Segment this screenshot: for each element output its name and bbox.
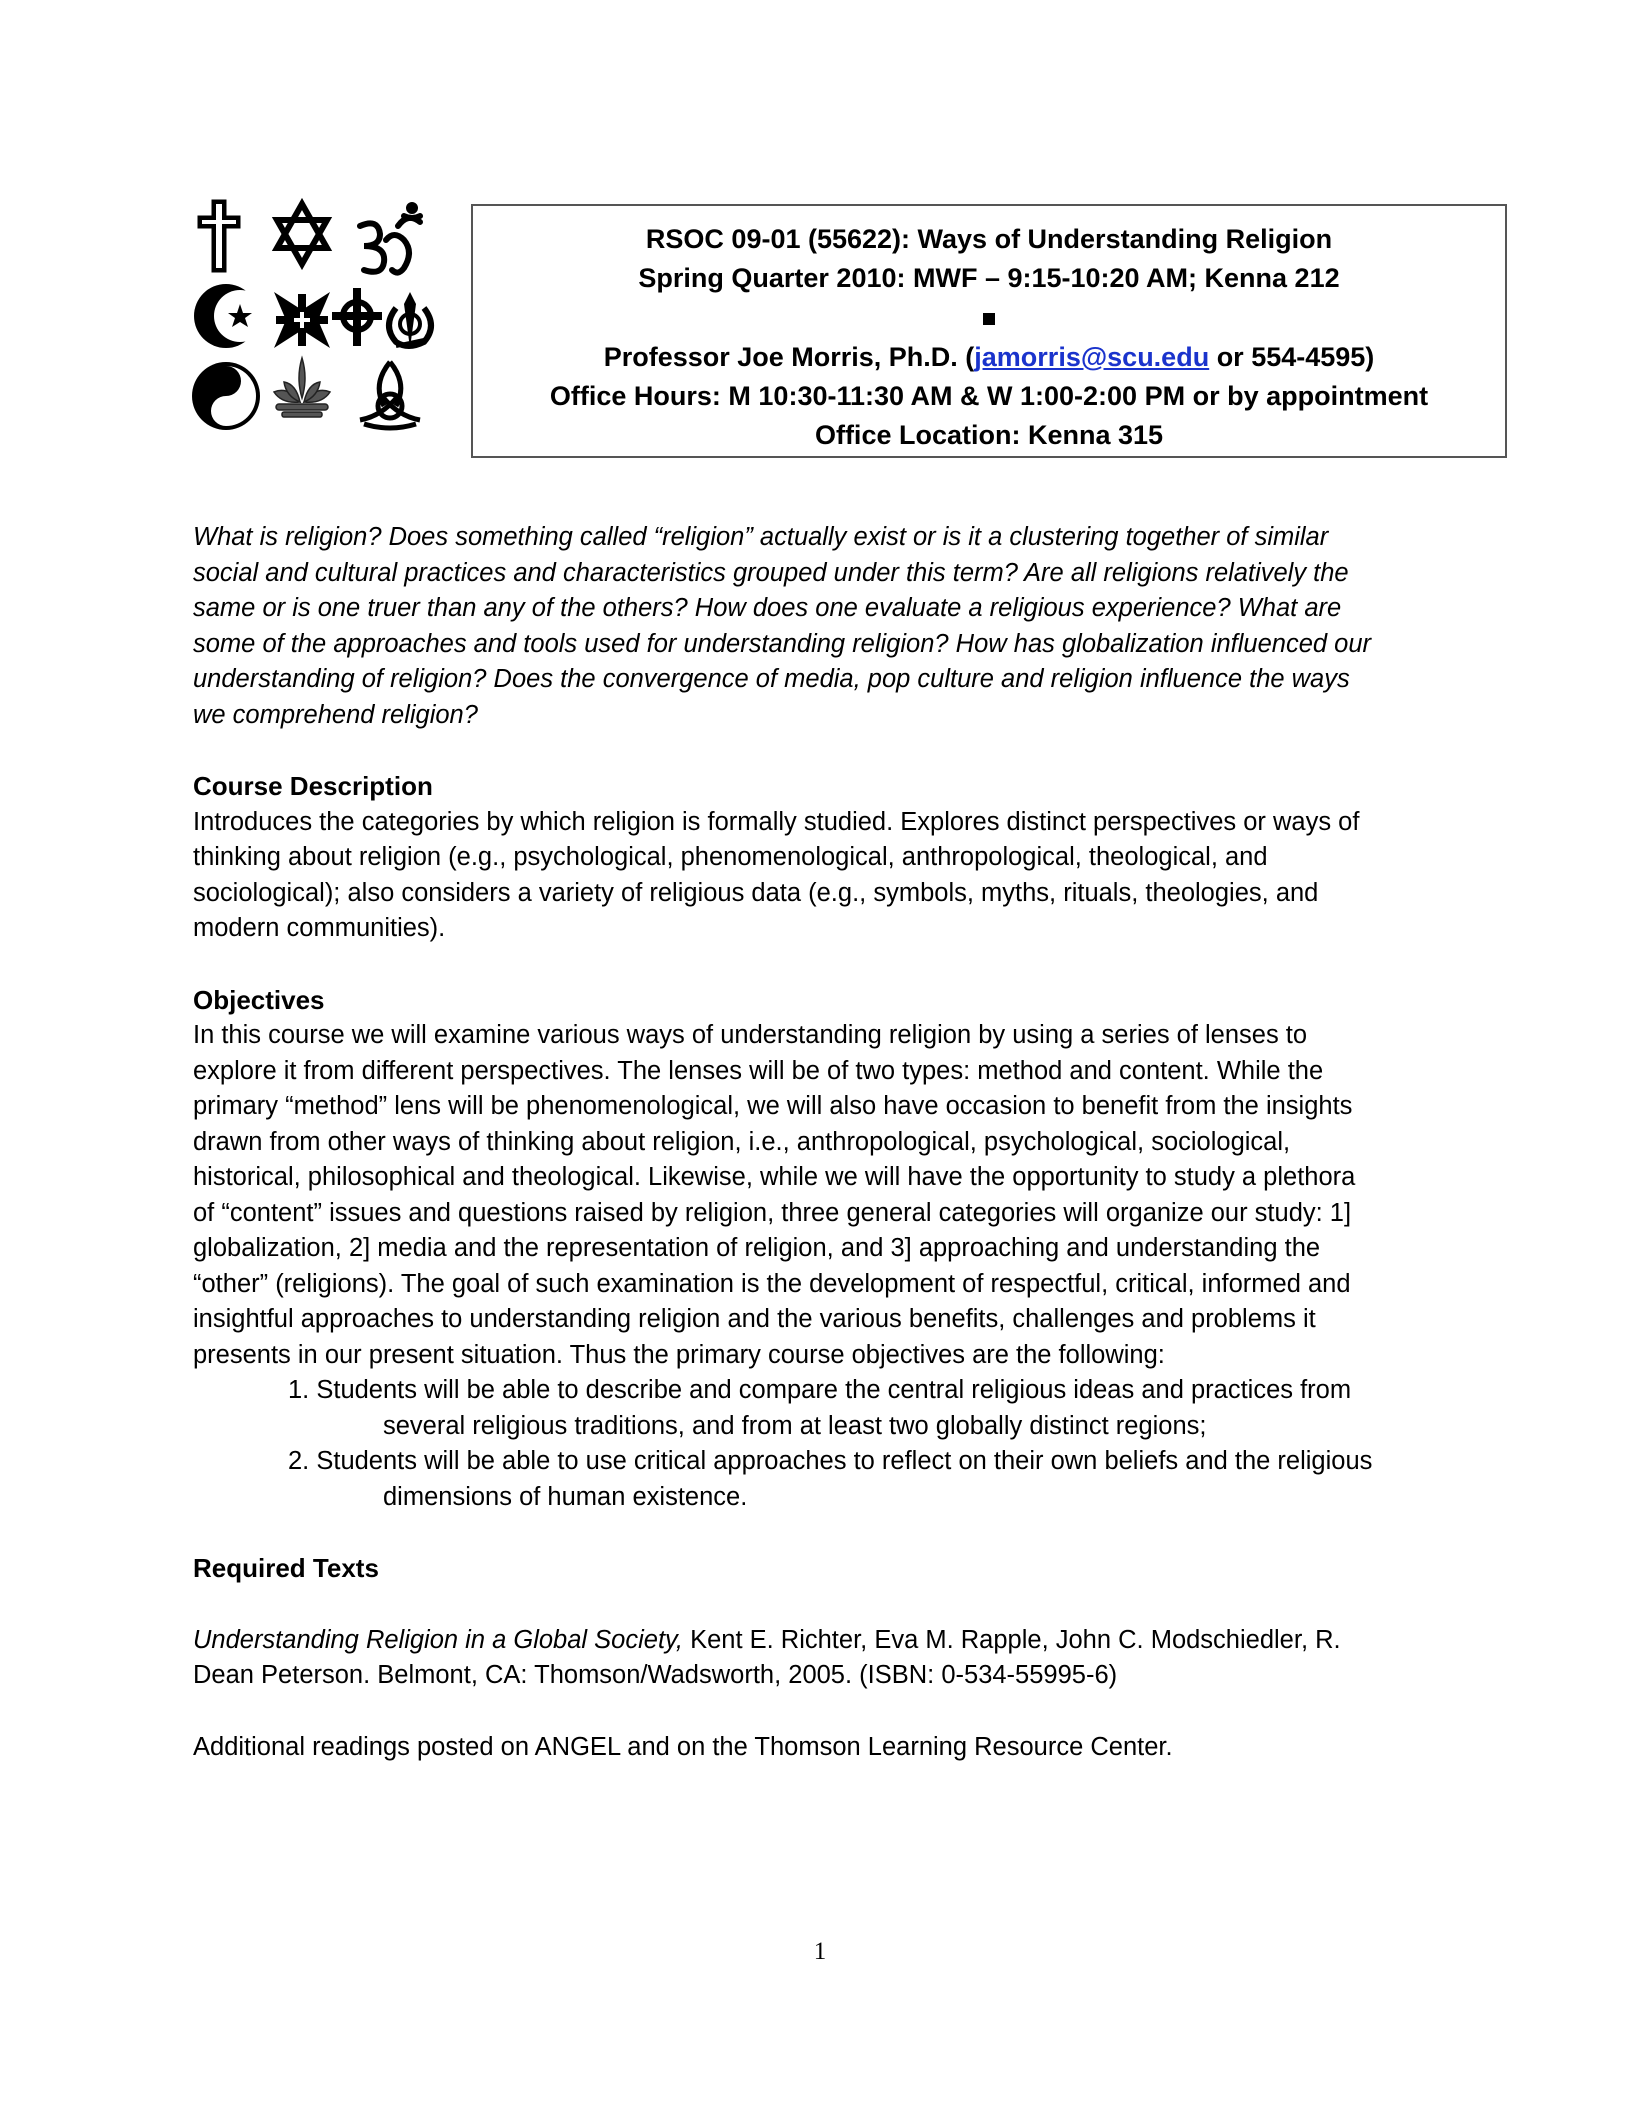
course-header-box — [471, 204, 1507, 458]
professor-email-link[interactable]: jamorris@scu.edu — [974, 341, 1210, 372]
course-schedule: Spring Quarter 2010: MWF – 9:15-10:20 AM; Kenna 212 — [638, 263, 1340, 293]
course-title: RSOC 09-01 (55622): Ways of Understanding Religion — [645, 224, 1333, 254]
book-title: Understanding Religion in a Global Society, — [193, 1625, 683, 1654]
khanda-icon — [389, 292, 431, 348]
objective-item-1: 1. Students will be able to describe and compare the central religious ideas and practices from several religious traditions, and from at least two globally distinct regions; — [288, 1376, 1352, 1440]
objectives-body: In this course we will examine various ways of understanding religion by using a series of lenses to explore it from different perspectives. The lenses will be of two types: method and content. While the primary “method” lens will be phenomenological, we will also have occasion to benefit from the insights drawn from other ways of thinking about religion, i.e., anthropological, psychological, sociological, historical, philosophical and theological. Likewise, while we will have the opportunity to study a plethora of “content” issues and questions raised by religion, three general categories will organize our study: 1] globalization, 2] media and the representation of religion, and 3] approaching and understanding the “other” (religions). The goal of such examination is the development of respectful, critical, informed and insightful approaches to understanding religion and the various benefits, challenges and problems it presents in our present situation. Thus the primary course objectives are the following: — [193, 1021, 1356, 1369]
cross-icon — [198, 200, 240, 272]
religious-symbols-logo — [190, 196, 440, 436]
course-description-body: Introduces the categories by which religion is formally studied. Explores distinct perspectives or ways of thinking about religion (e.g., psychological, phenomenological, anthropological, theological, and sociological); also considers a variety of religious data (e.g., symbols, myths, rituals, theologies, and modern communities). — [193, 807, 1360, 942]
separator-square-icon — [983, 313, 995, 325]
cross-pattee-icon — [274, 292, 330, 348]
yin-yang-icon — [192, 362, 260, 430]
triquetra-icon — [360, 362, 420, 428]
lotus-icon — [274, 358, 330, 417]
professor-phone: or 554-4595) — [1209, 341, 1375, 372]
star-crescent-icon — [194, 284, 266, 348]
objectives-list — [193, 1373, 1373, 1515]
page-number: 1 — [813, 1938, 827, 1965]
course-description-heading: Course Description — [193, 771, 433, 801]
office-hours: Office Hours: M 10:30-11:30 AM & W 1:00-2:00 PM or by appointment — [549, 380, 1429, 411]
celtic-cross-icon — [332, 288, 382, 346]
book-details: Kent E. Richter, Eva M. Rapple, John C. Modschiedler, R. Dean Peterson. Belmont, CA: Thomson/Wadsworth, 2005. (ISBN: 0-534-55995-6) — [193, 1625, 1341, 1689]
syllabus-content — [193, 520, 1373, 1765]
star-of-david-icon — [277, 204, 327, 264]
objectives-heading: Objectives — [193, 984, 325, 1015]
additional-readings: Additional readings posted on ANGEL and on the Thomson Learning Resource Center. — [193, 1732, 1173, 1761]
professor-line — [473, 338, 1505, 377]
professor-name: Professor Joe Morris, Ph.D. ( — [603, 341, 975, 372]
office-location: Office Location: Kenna 315 — [814, 419, 1164, 450]
required-book — [193, 1623, 1373, 1694]
required-texts-heading: Required Texts — [193, 1553, 379, 1583]
objective-item-2: 2. Students will be able to use critical approaches to reflect on their own beliefs and the religious dimensions of human existence. — [288, 1447, 1373, 1511]
intro-questions: What is religion? Does something called “religion” actually exist or is it a clustering together of similar social and cultural practices and characteristics grouped under this term? Are all religions relatively the same or is one truer than any of the others? How does one evaluate a religious experience? What are some of the approaches and tools used for understanding religion? How has globalization influenced our understanding of religion? Does the convergence of media, pop culture and religion influence the ways we comprehend religion? — [193, 523, 1372, 729]
om-icon — [360, 205, 420, 273]
